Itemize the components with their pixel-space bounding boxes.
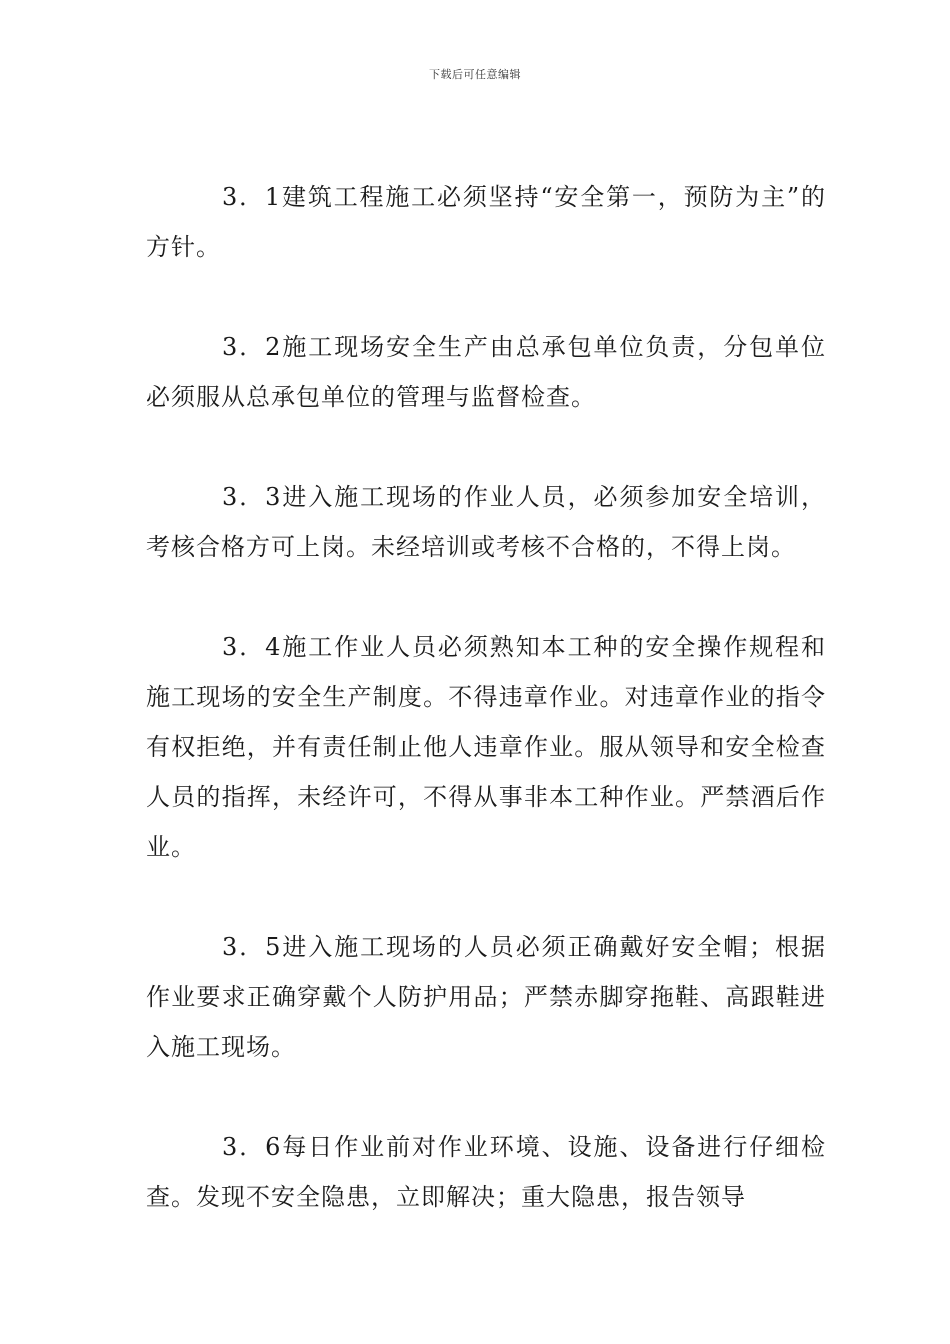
paragraph-3-3: 3．3进入施工现场的作业人员，必须参加安全培训，考核合格方可上岗。未经培训或考核不合格的，不得上岗。 — [146, 483, 826, 561]
paragraph-3-5: 3．5进入施工现场的人员必须正确戴好安全帽；根据作业要求正确穿戴个人防护用品；严禁赤脚穿拖鞋、高跟鞋进入施工现场。 — [146, 933, 826, 1061]
page-header-note: 下载后可任意编辑 — [429, 68, 521, 81]
paragraph-3-4: 3．4施工作业人员必须熟知本工种的安全操作规程和施工现场的安全生产制度。不得违章作业。对违章作业的指令有权拒绝，并有责任制止他人违章作业。服从领导和安全检查人员的指挥，未经许可，不得从事非本工种作业。严禁酒后作业。 — [146, 633, 826, 861]
paragraph-3-2: 3．2施工现场安全生产由总承包单位负责，分包单位必须服从总承包单位的管理与监督检查。 — [146, 333, 826, 411]
paragraph-3-6: 3．6每日作业前对作业环境、设施、设备进行仔细检查。发现不安全隐患，立即解决；重大隐患，报告领导 — [146, 1133, 826, 1211]
document-body — [146, 172, 826, 1272]
paragraph-3-1: 3．1建筑工程施工必须坚持“安全第一，预防为主”的方针。 — [146, 183, 826, 261]
